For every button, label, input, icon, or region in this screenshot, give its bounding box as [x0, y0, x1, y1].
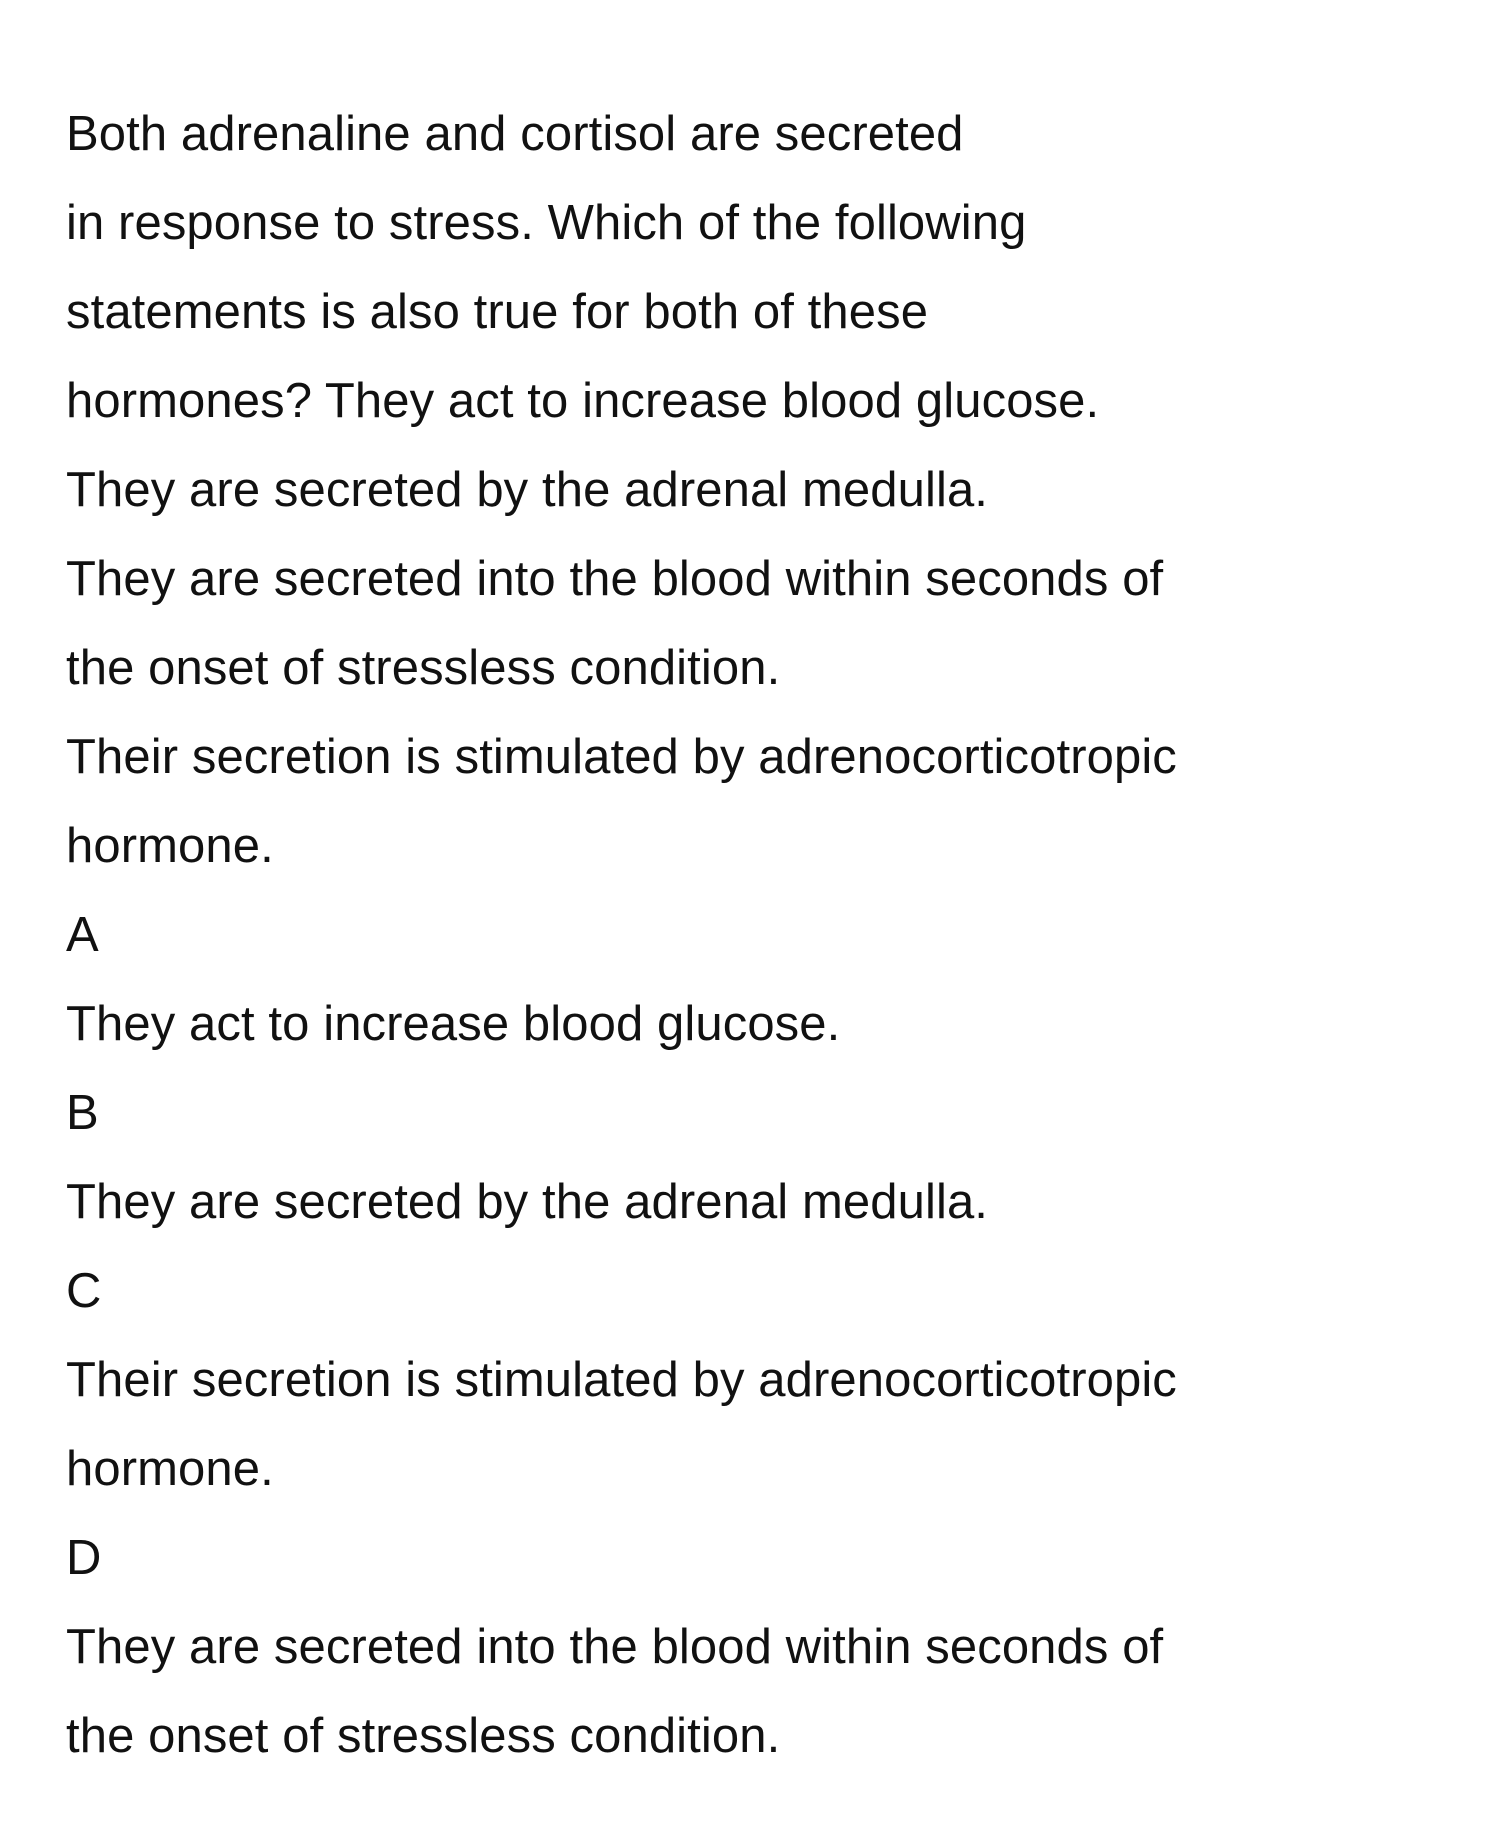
option-text: hormone.: [66, 1442, 274, 1496]
question-line: They are secreted by the adrenal medulla.: [66, 463, 989, 517]
option-a[interactable]: [66, 891, 1466, 1069]
question-line: the onset of stressless condition.: [66, 641, 781, 695]
question-document: [66, 90, 1466, 1781]
option-letter: A: [66, 908, 99, 962]
question-line: Their secretion is stimulated by adrenocorticotropic: [66, 730, 1177, 784]
question-line: statements is also true for both of these: [66, 285, 929, 339]
option-d[interactable]: [66, 1514, 1466, 1781]
option-text: They are secreted into the blood within seconds of: [66, 1620, 1164, 1674]
option-text: the onset of stressless condition.: [66, 1709, 781, 1763]
option-text: They act to increase blood glucose.: [66, 997, 841, 1051]
option-text: Their secretion is stimulated by adrenocorticotropic: [66, 1353, 1177, 1407]
question-line: They are secreted into the blood within seconds of: [66, 552, 1164, 606]
option-letter: C: [66, 1264, 102, 1318]
question-line: hormones? They act to increase blood glucose.: [66, 374, 1100, 428]
option-b[interactable]: [66, 1069, 1466, 1247]
option-letter: B: [66, 1086, 99, 1140]
option-c[interactable]: [66, 1247, 1466, 1514]
option-text: They are secreted by the adrenal medulla.: [66, 1175, 989, 1229]
question-line: in response to stress. Which of the following: [66, 196, 1027, 250]
question-line: Both adrenaline and cortisol are secreted: [66, 107, 964, 161]
question-line: hormone.: [66, 819, 274, 873]
question-text: [66, 90, 1466, 891]
option-letter: D: [66, 1531, 102, 1585]
